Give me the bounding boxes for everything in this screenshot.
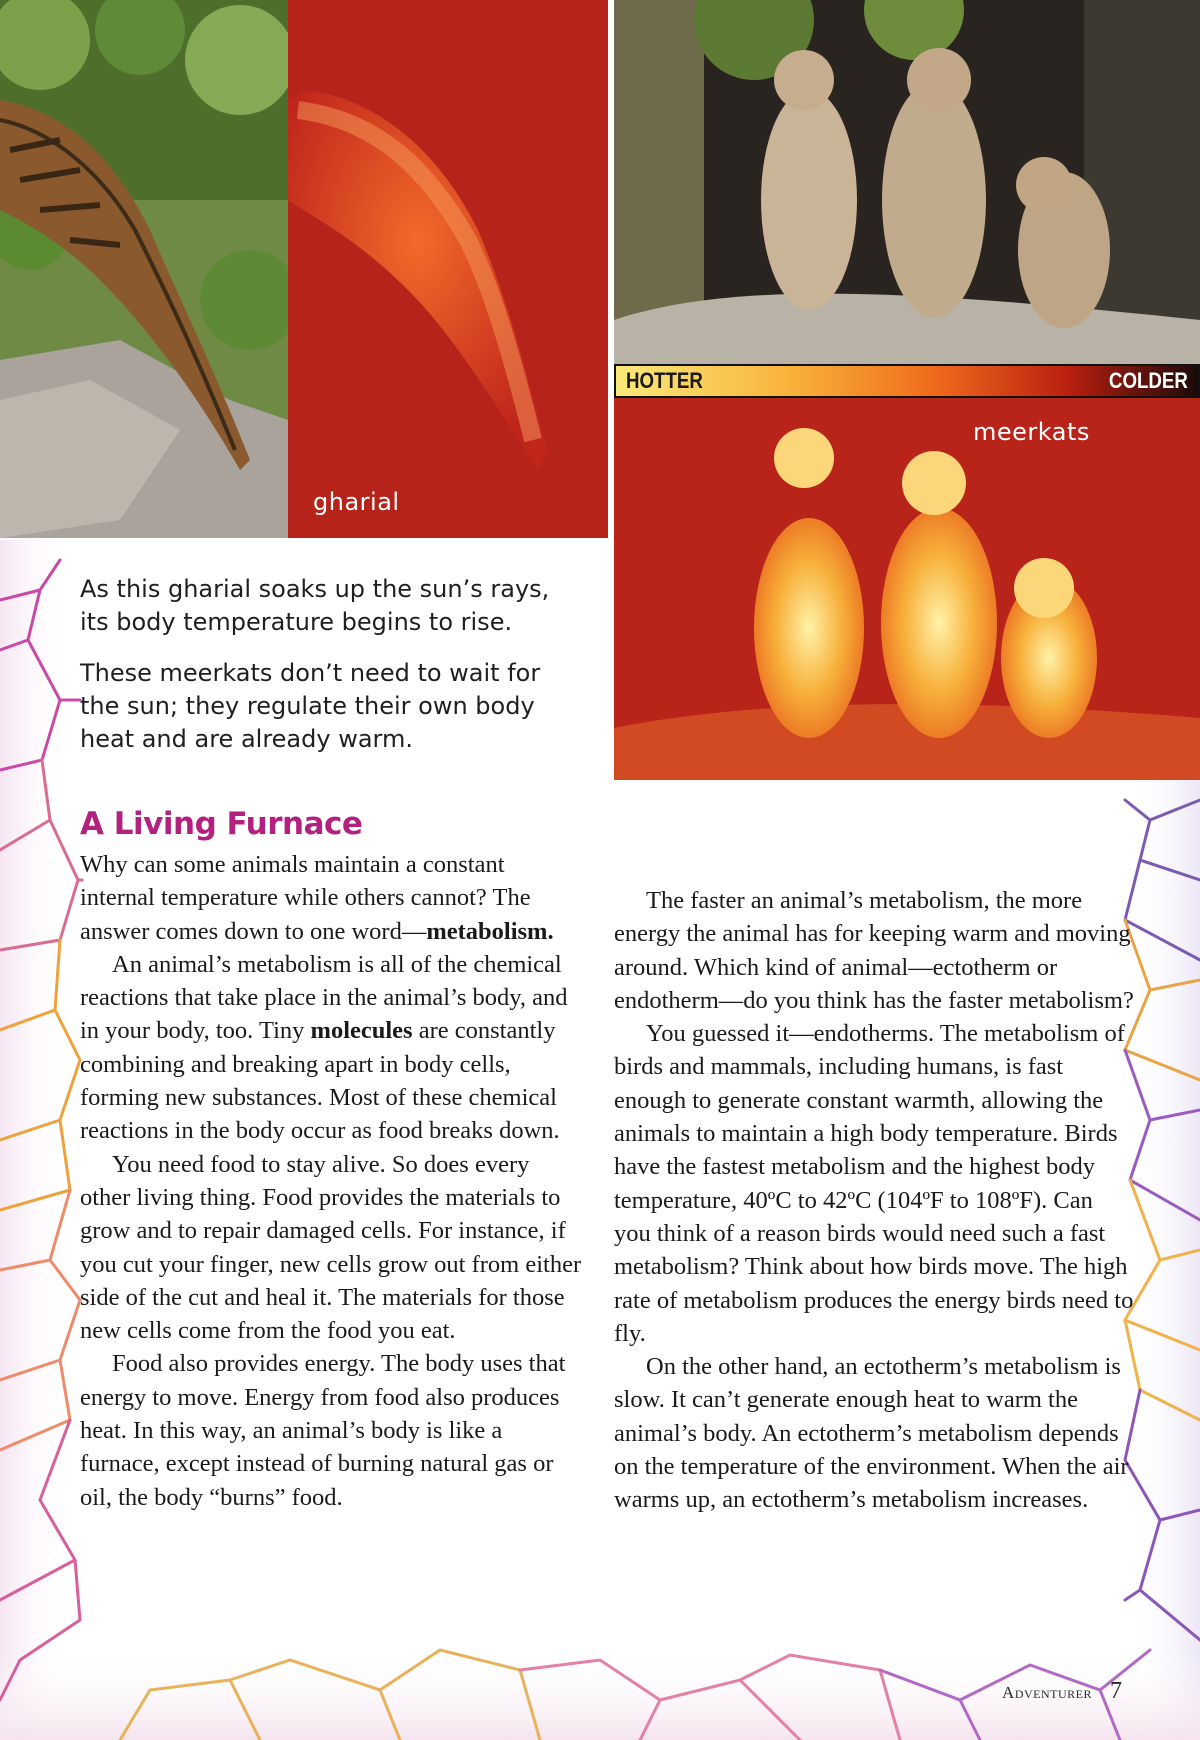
gharial-description: As this gharial soaks up the sun’s rays, its body temperature begins to rise. (80, 575, 550, 636)
meerkats-description: These meerkats don’t need to wait for the sun; they regulate their own body heat and are already warm. (80, 659, 541, 753)
temperature-scale-bar (614, 364, 1200, 398)
colder-label: COLDER (1109, 368, 1188, 393)
paragraph: The faster an animal’s metabolism, the more energy the animal has for keeping warm and moving around. Which kind of animal—ectotherm or endotherm—do you think has the faster metabolism? (614, 887, 1134, 1014)
meerkats-photo (614, 0, 1200, 364)
gharial-photo (0, 0, 288, 538)
section-heading: A Living Furnace (80, 806, 363, 842)
page-footer (1002, 1678, 1122, 1705)
paragraph: Food also provides energy. The body uses that energy to move. Energy from food also produces heat. In this way, an animal’s body is like a furnace, except instead of burning natural gas or oil, the body “burns” food. (80, 1350, 566, 1511)
gharial-thermal-image (288, 0, 608, 538)
hotter-label: HOTTER (626, 368, 703, 393)
paragraph: You need food to stay alive. So does every other living thing. Food provides the materials to grow and to repair damaged cells. For instance, if you cut your finger, new cells grow out from either side of the cut and heal it. The materials for those new cells come from the food you eat. (80, 1150, 582, 1345)
meerkats-thermal-image (614, 398, 1200, 780)
paragraph: You guessed it—endotherms. The metabolism of birds and mammals, including humans, is fast enough to generate constant warmth, allowing the animals to maintain a high body temperature. Birds have the fastest metabolism and the highest body temperature, 40ºC to 42ºC (104ºF to 108ºF). Can you think of a reason birds would need such a fast metabolism? Think about how birds move. The high rate of metabolism produces the energy birds need to fly. (614, 1020, 1134, 1347)
page-number: 7 (1110, 1678, 1122, 1704)
meerkats-caption: meerkats (973, 418, 1090, 446)
paragraph (80, 848, 582, 948)
term-molecules: molecules (310, 1017, 413, 1045)
paragraph-text: Why can some animals maintain a constant internal temperature while others cannot? The answer comes down to one word— (80, 851, 531, 945)
left-text-column (80, 848, 582, 1514)
paragraph (80, 948, 582, 1148)
paragraph-text: are constantly combining and breaking apart in body cells, forming new substances. Most of these chemical reactions in the body occur as food breaks down. (80, 1017, 560, 1145)
right-text-column (614, 884, 1134, 1517)
paragraph: On the other hand, an ectotherm’s metabolism is slow. It can’t generate enough heat to warm the animal’s body. An ectotherm’s metabolism depends on the temperature of the environment. When the air warms up, an ectotherm’s metabolism increases. (614, 1353, 1129, 1514)
gharial-caption: gharial (313, 488, 400, 516)
magazine-name: Adventurer (1002, 1683, 1092, 1702)
term-metabolism: metabolism. (426, 917, 554, 945)
paragraph-text: An animal’s metabolism is all of the chemical reactions that take place in the animal’s body, and in your body, too. Tiny (80, 950, 568, 1045)
